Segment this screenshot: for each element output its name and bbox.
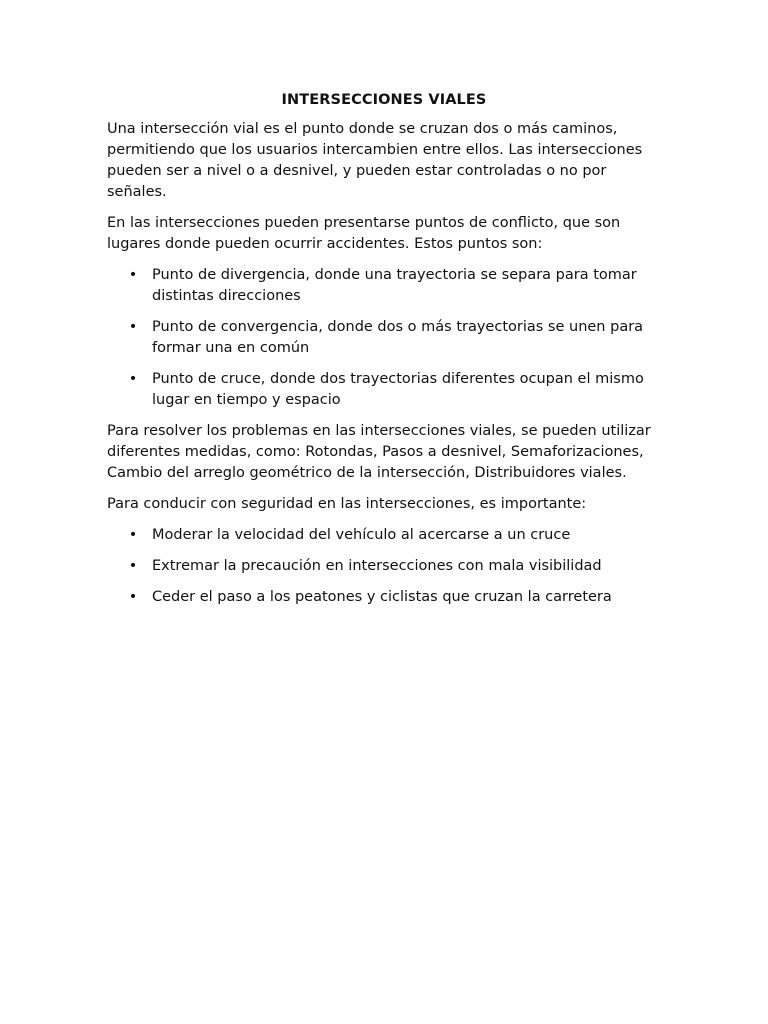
list-item <box>107 587 661 608</box>
list-item-text: Ceder el paso a los peatones y ciclistas que cruzan la carretera <box>152 589 612 605</box>
list-item-text: Punto de cruce, donde dos trayectorias diferentes ocupan el mismo lugar en tiempo y espacio <box>152 371 644 408</box>
list-item <box>107 369 661 411</box>
bullet-icon: • <box>128 319 138 335</box>
bullet-icon: • <box>128 267 138 283</box>
safety-tips-list <box>107 525 661 608</box>
bullet-icon: • <box>128 589 138 605</box>
solutions-paragraph: Para resolver los problemas en las intersecciones viales, se pueden utilizar diferentes medidas, como: Rotondas, Pasos a desnivel, Semaforizaciones, Cambio del arreglo geométrico de la intersección, Distribuidores viales. <box>107 423 651 481</box>
document-title: INTERSECCIONES VIALES <box>281 92 487 108</box>
list-item-text: Extremar la precaución en intersecciones con mala visibilidad <box>152 558 602 574</box>
conflict-points-intro: En las intersecciones pueden presentarse puntos de conflicto, que son lugares donde pueden ocurrir accidentes. Estos puntos son: <box>107 215 621 252</box>
list-item-text: Punto de convergencia, donde dos o más trayectorias se unen para formar una en común <box>152 319 644 356</box>
intro-paragraph: Una intersección vial es el punto donde se cruzan dos o más caminos, permitiendo que los usuarios intercambien entre ellos. Las intersecciones pueden ser a nivel o a desnivel, y pueden estar controladas o no por señales. <box>107 121 643 200</box>
conflict-points-list <box>107 265 661 411</box>
bullet-icon: • <box>128 558 138 574</box>
safety-intro: Para conducir con seguridad en las intersecciones, es importante: <box>107 496 587 512</box>
list-item-text: Punto de divergencia, donde una trayectoria se separa para tomar distintas direcciones <box>152 267 637 304</box>
list-item <box>107 525 661 546</box>
list-item-text: Moderar la velocidad del vehículo al acercarse a un cruce <box>152 527 571 543</box>
list-item <box>107 317 661 359</box>
bullet-icon: • <box>128 527 138 543</box>
bullet-icon: • <box>128 371 138 387</box>
list-item <box>107 265 661 307</box>
list-item <box>107 556 661 577</box>
